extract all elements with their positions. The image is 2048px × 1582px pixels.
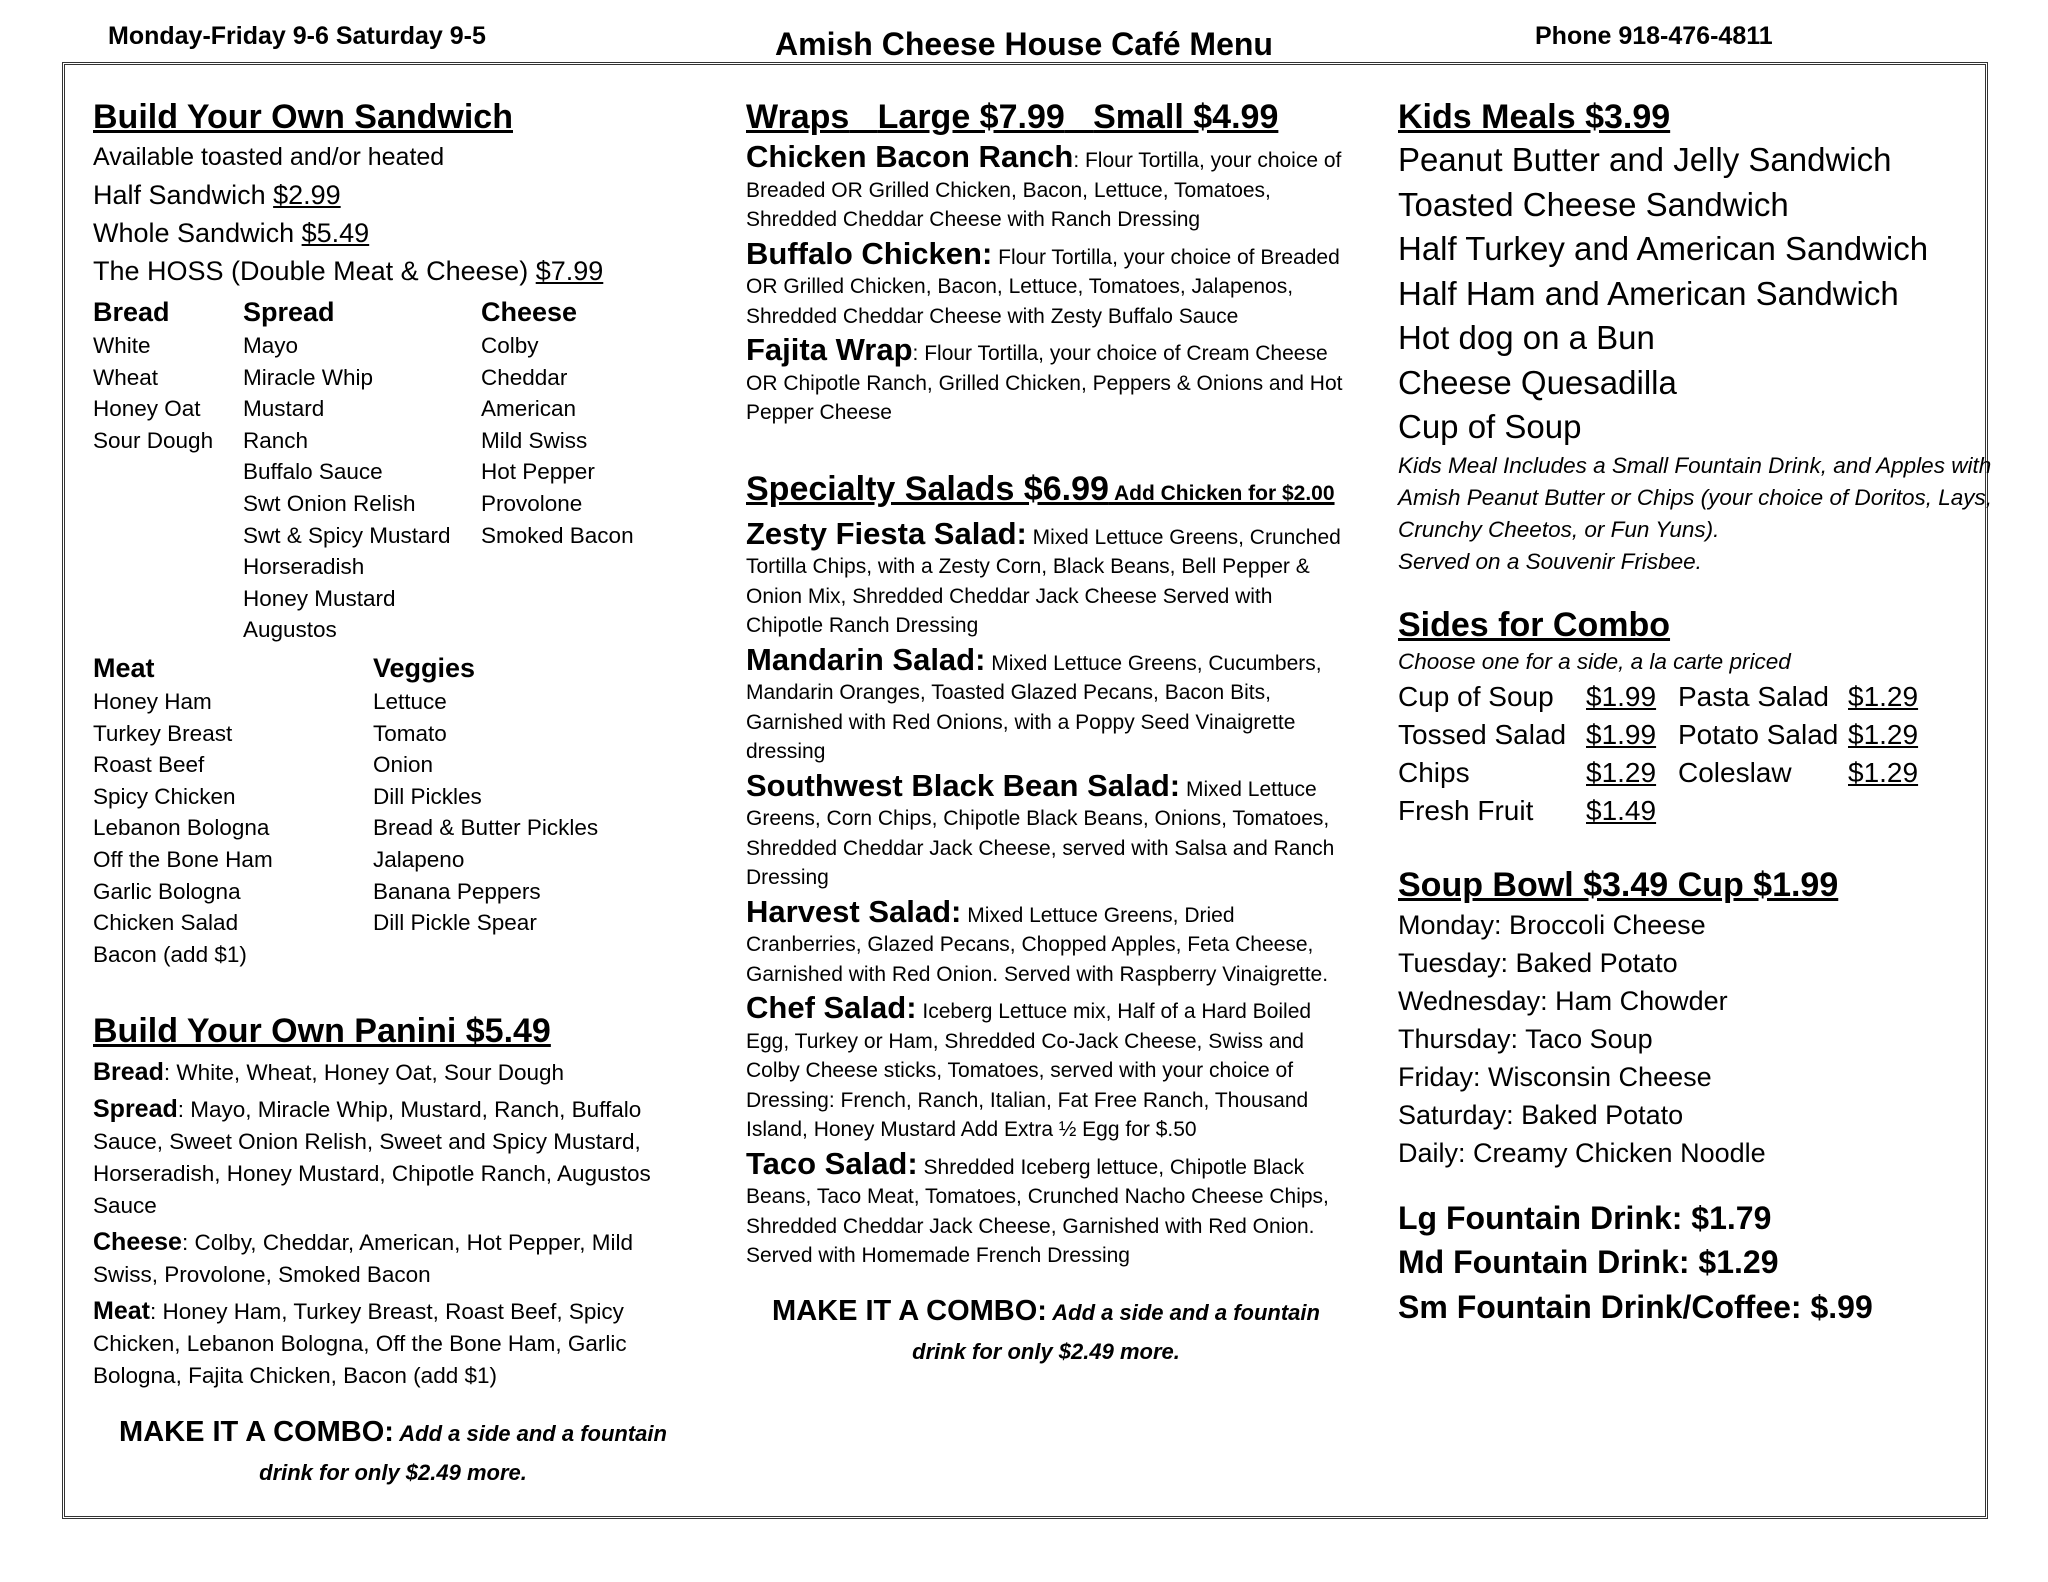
soup-day: Thursday: Taco Soup bbox=[1398, 1023, 1653, 1054]
list-item: Provolone bbox=[481, 490, 583, 516]
wrap-item: Fajita Wrap: Flour Tortilla, your choice of Cream Cheese OR Chipotle Ranch, Grilled Chicken, Peppers & Onions and Hot Pepper Cheese bbox=[746, 332, 1343, 424]
list-item: Onion bbox=[373, 752, 434, 778]
salad-item: Mandarin Salad: Mixed Lettuce Greens, Cucumbers, Mandarin Oranges, Toasted Glazed Pecans, Bacon Bits, Garnished with Red Onions, with a Poppy Seed Vinaigrette dressing bbox=[746, 641, 1322, 763]
list-item: Bacon (add $1) bbox=[93, 941, 247, 967]
salad-item: Taco Salad: Shredded Iceberg lettuce, Chipotle Black Beans, Taco Meat, Tomatoes, Crunched Nacho Cheese Chips, Shredded Cheddar Jack Cheese, Garnished with Red Onion. Served with Homemade French Dressing bbox=[746, 1145, 1329, 1267]
list-item: Cheese Quesadilla bbox=[1398, 363, 1677, 401]
soup-day: Saturday: Baked Potato bbox=[1398, 1099, 1684, 1130]
list-item: Augustos bbox=[243, 617, 337, 643]
list-item: Roast Beef bbox=[93, 752, 205, 778]
list-item: Ranch bbox=[243, 427, 309, 453]
side-name: Potato Salad bbox=[1678, 718, 1839, 750]
bread-heading: Bread bbox=[93, 297, 170, 327]
sandwich-heading: Build Your Own Sandwich bbox=[93, 98, 513, 136]
list-item: Spicy Chicken bbox=[93, 783, 236, 809]
list-item: Garlic Bologna bbox=[93, 878, 241, 904]
salads-heading: Specialty Salads $6.99 Add Chicken for $2.00 bbox=[746, 469, 1335, 508]
menu-title: Amish Cheese House Café Menu bbox=[775, 26, 1273, 62]
cheese-column bbox=[481, 294, 681, 646]
spread-column bbox=[243, 294, 481, 646]
list-item: Lebanon Bologna bbox=[93, 815, 270, 841]
list-item: Smoked Bacon bbox=[481, 522, 634, 548]
column-right bbox=[1398, 96, 1998, 1329]
wrap-item: Chicken Bacon Ranch: Flour Tortilla, your choice of Breaded OR Grilled Chicken, Bacon, Lettuce, Tomatoes, Shredded Cheddar Cheese with Ranch Dressing bbox=[746, 139, 1342, 231]
sandwich-availability: Available toasted and/or heated bbox=[93, 143, 445, 171]
list-item: Jalapeno bbox=[373, 846, 465, 872]
list-item: Swt Onion Relish bbox=[243, 490, 416, 516]
drink-price: Md Fountain Drink: $1.29 bbox=[1398, 1244, 1779, 1280]
side-price: $1.99 bbox=[1586, 680, 1657, 712]
list-item: Dill Pickle Spear bbox=[373, 910, 537, 936]
veggies-column bbox=[373, 650, 673, 970]
list-item: Chicken Salad bbox=[93, 910, 239, 936]
soup-day: Tuesday: Baked Potato bbox=[1398, 947, 1678, 978]
list-item: Mayo bbox=[243, 333, 299, 358]
soup-day: Wednesday: Ham Chowder bbox=[1398, 985, 1728, 1016]
wraps-heading: Wraps Large $7.99 Small $4.99 bbox=[746, 98, 1279, 136]
list-item: Toasted Cheese Sandwich bbox=[1398, 185, 1789, 223]
meat-heading: Meat bbox=[93, 652, 155, 683]
list-item: Honey Ham bbox=[93, 688, 212, 714]
list-item: Horseradish bbox=[243, 554, 365, 580]
panini-cheese: Cheese: Colby, Cheddar, American, Hot Pepper, Mild Swiss, Provolone, Smoked Bacon bbox=[93, 1228, 634, 1288]
bread-column bbox=[93, 294, 243, 646]
side-price: $1.29 bbox=[1586, 756, 1657, 788]
phone-number: Phone 918-476-4811 bbox=[1535, 22, 1773, 50]
sandwich-size-half: Half Sandwich $2.99 bbox=[93, 180, 341, 210]
kids-served: Served on a Souvenir Frisbee. bbox=[1398, 548, 1702, 574]
list-item: Hot dog on a Bun bbox=[1398, 319, 1655, 356]
salad-item: Harvest Salad: Mixed Lettuce Greens, Dried Cranberries, Glazed Pecans, Chopped Apples, Feta Cheese, Garnished with Red Onion. Served with Raspberry Vinaigrette. bbox=[746, 893, 1329, 986]
panini-spread: Spread: Mayo, Miracle Whip, Mustard, Ranch, Buffalo Sauce, Sweet Onion Relish, Sweet and Spicy Mustard, Horseradish, Honey Mustard, Chipotle Ranch, Augustos Sauce bbox=[93, 1095, 651, 1219]
list-item: Mustard bbox=[243, 396, 325, 422]
drink-price: Lg Fountain Drink: $1.79 bbox=[1398, 1199, 1772, 1236]
side-name: Coleslaw bbox=[1678, 756, 1792, 788]
spread-heading: Spread bbox=[243, 297, 335, 327]
combo-offer-left: MAKE IT A COMBO: Add a side and a fountain drink for only $2.49 more. bbox=[119, 1416, 667, 1486]
sides-subtitle: Choose one for a side, a la carte priced bbox=[1398, 648, 1791, 674]
salad-item: Southwest Black Bean Salad: Mixed Lettuce Greens, Corn Chips, Chipotle Black Beans, Onions, Tomatoes, Shredded Cheddar Jack Cheese, served with Salsa and Ranch Dressing bbox=[746, 767, 1335, 889]
soup-heading: Soup Bowl $3.49 Cup $1.99 bbox=[1398, 865, 1839, 904]
list-item: Half Ham and American Sandwich bbox=[1398, 274, 1899, 312]
combo-offer-middle: MAKE IT A COMBO: Add a side and a fountain drink for only $2.49 more. bbox=[772, 1294, 1320, 1364]
list-item: Dill Pickles bbox=[373, 783, 482, 809]
list-item: Off the Bone Ham bbox=[93, 846, 273, 872]
column-middle bbox=[746, 96, 1346, 1373]
list-item: Turkey Breast bbox=[93, 720, 233, 746]
soup-day: Daily: Creamy Chicken Noodle bbox=[1398, 1137, 1766, 1168]
list-item: Honey Oat bbox=[93, 396, 201, 422]
sandwich-size-hoss: The HOSS (Double Meat & Cheese) $7.99 bbox=[93, 256, 604, 286]
list-item: Sour Dough bbox=[93, 427, 214, 453]
soup-day: Friday: Wisconsin Cheese bbox=[1398, 1061, 1712, 1092]
list-item: Mild Swiss bbox=[481, 427, 588, 453]
list-item: Bread & Butter Pickles bbox=[373, 815, 599, 841]
list-item: Hot Pepper bbox=[481, 459, 595, 485]
store-hours: Monday-Friday 9-6 Saturday 9-5 bbox=[108, 22, 486, 50]
salad-item: Zesty Fiesta Salad: Mixed Lettuce Greens, Crunched Tortilla Chips, with a Zesty Corn, Black Beans, Bell Pepper & Onion Mix, Shredded Cheddar Jack Cheese Served with Chipotle Ranch Dressing bbox=[746, 515, 1341, 637]
wrap-item: Buffalo Chicken: Flour Tortilla, your choice of Breaded OR Grilled Chicken, Bacon, Lettuce, Tomatoes, Jalapenos, Shredded Cheddar Cheese with Zesty Buffalo Sauce bbox=[746, 235, 1340, 328]
kids-heading: Kids Meals $3.99 bbox=[1398, 98, 1671, 136]
list-item: Honey Mustard bbox=[243, 585, 396, 611]
side-name: Cup of Soup bbox=[1398, 680, 1554, 712]
list-item: White bbox=[93, 333, 151, 358]
list-item: Colby bbox=[481, 333, 539, 358]
list-item: Cup of Soup bbox=[1398, 408, 1582, 445]
panini-heading: Build Your Own Panini $5.49 bbox=[93, 1012, 551, 1051]
list-item: Wheat bbox=[93, 364, 159, 390]
side-price: $1.29 bbox=[1848, 680, 1919, 712]
list-item: American bbox=[481, 396, 577, 422]
list-item: Lettuce bbox=[373, 688, 447, 714]
side-price: $1.49 bbox=[1586, 794, 1657, 826]
side-name: Pasta Salad bbox=[1678, 680, 1829, 712]
sandwich-options-table bbox=[93, 294, 693, 646]
side-name: Chips bbox=[1398, 756, 1470, 788]
side-price: $1.29 bbox=[1848, 718, 1919, 750]
soup-day: Monday: Broccoli Cheese bbox=[1398, 909, 1706, 940]
sides-heading: Sides for Combo bbox=[1398, 605, 1671, 644]
sandwich-size-whole: Whole Sandwich $5.49 bbox=[93, 218, 370, 248]
list-item: Swt & Spicy Mustard bbox=[243, 522, 451, 548]
kids-note: Kids Meal Includes a Small Fountain Drink, and Apples with Amish Peanut Butter or Chips (your choice of Doritos, Lays, Crunchy Cheetos, or Fun Yuns). bbox=[1398, 452, 1993, 542]
list-item: Buffalo Sauce bbox=[243, 459, 383, 485]
list-item: Banana Peppers bbox=[373, 878, 541, 904]
salad-item: Chef Salad: Iceberg Lettuce mix, Half of a Hard Boiled Egg, Turkey or Ham, Shredded Co-Jack Cheese, Swiss and Colby Cheese sticks, Tomatoes, served with your choice of Dressing: French, Ranch, Italian, Fat Free Ranch, Thousand Island, Honey Mustard Add Extra ½ Egg for $.50 bbox=[746, 990, 1312, 1141]
panini-bread: Bread: White, Wheat, Honey Oat, Sour Dough bbox=[93, 1058, 565, 1087]
list-item: Cheddar bbox=[481, 364, 568, 390]
sides-table bbox=[1398, 678, 1998, 830]
drink-price: Sm Fountain Drink/Coffee: $.99 bbox=[1398, 1288, 1873, 1325]
meat-column bbox=[93, 650, 373, 970]
veggies-heading: Veggies bbox=[373, 652, 476, 683]
cheese-heading: Cheese bbox=[481, 297, 578, 327]
list-item: Tomato bbox=[373, 720, 447, 746]
list-item: Half Turkey and American Sandwich bbox=[1398, 230, 1929, 267]
column-left bbox=[93, 96, 693, 1494]
panini-meat: Meat: Honey Ham, Turkey Breast, Roast Beef, Spicy Chicken, Lebanon Bologna, Off the Bone Ham, Garlic Bologna, Fajita Chicken, Bacon (add $1) bbox=[93, 1297, 627, 1389]
side-name: Tossed Salad bbox=[1398, 718, 1567, 750]
meat-veggie-table bbox=[93, 650, 693, 970]
list-item: Peanut Butter and Jelly Sandwich bbox=[1398, 141, 1892, 178]
side-price: $1.29 bbox=[1848, 756, 1919, 788]
side-name: Fresh Fruit bbox=[1398, 794, 1534, 826]
drinks-list bbox=[1398, 1196, 1998, 1330]
side-price: $1.99 bbox=[1586, 718, 1657, 750]
list-item: Miracle Whip bbox=[243, 364, 374, 390]
